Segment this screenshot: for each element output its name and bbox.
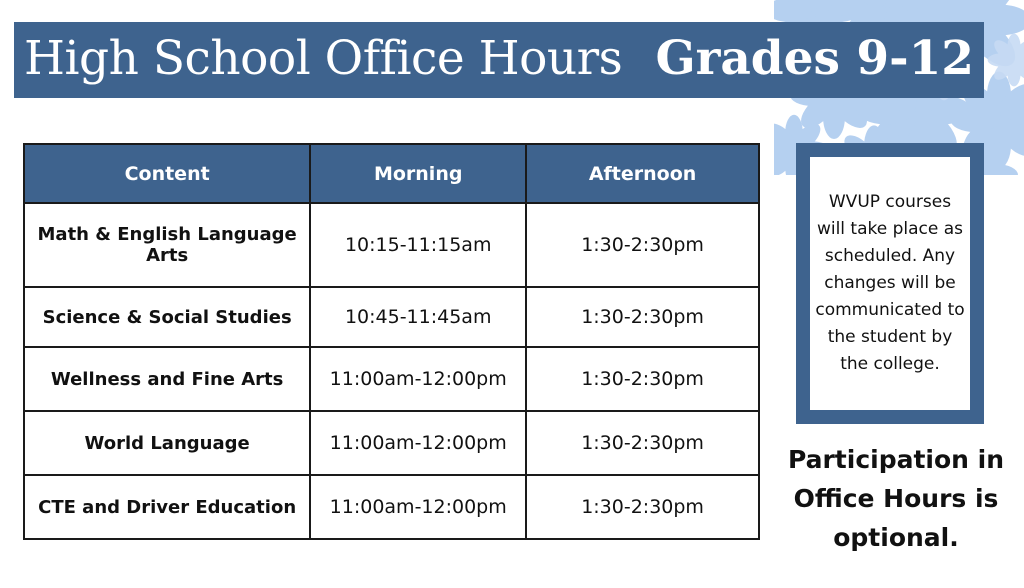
wvup-note-text: WVUP courses will take place as scheduled. Any changes will be communicated to the student by the college. xyxy=(810,157,970,410)
content-cell: Science & Social Studies xyxy=(24,287,310,347)
content-cell: CTE and Driver Education xyxy=(24,475,310,539)
content-cell: Math & English Language Arts xyxy=(24,203,310,287)
table-row xyxy=(24,203,759,287)
column-header-afternoon: Afternoon xyxy=(526,144,759,203)
afternoon-cell: 1:30-2:30pm xyxy=(526,203,759,287)
table-row xyxy=(24,475,759,539)
table-row xyxy=(24,347,759,411)
afternoon-cell: 1:30-2:30pm xyxy=(526,347,759,411)
morning-cell: 10:45-11:45am xyxy=(310,287,526,347)
participation-note: Participation in Office Hours is optional. xyxy=(787,445,1005,552)
table-header-row xyxy=(24,144,759,203)
wvup-note-box xyxy=(796,143,984,424)
morning-cell: 11:00am-12:00pm xyxy=(310,475,526,539)
header-banner xyxy=(14,22,984,98)
afternoon-cell: 1:30-2:30pm xyxy=(526,411,759,475)
table-row xyxy=(24,411,759,475)
morning-cell: 11:00am-12:00pm xyxy=(310,411,526,475)
page-title: High School Office Hours xyxy=(24,30,623,86)
grades-label: Grades 9-12 xyxy=(655,30,974,86)
content-cell: Wellness and Fine Arts xyxy=(24,347,310,411)
office-hours-table xyxy=(23,143,760,540)
morning-cell: 11:00am-12:00pm xyxy=(310,347,526,411)
afternoon-cell: 1:30-2:30pm xyxy=(526,475,759,539)
column-header-content: Content xyxy=(24,144,310,203)
table-row xyxy=(24,287,759,347)
column-header-morning: Morning xyxy=(310,144,526,203)
morning-cell: 10:15-11:15am xyxy=(310,203,526,287)
content-cell: World Language xyxy=(24,411,310,475)
afternoon-cell: 1:30-2:30pm xyxy=(526,287,759,347)
